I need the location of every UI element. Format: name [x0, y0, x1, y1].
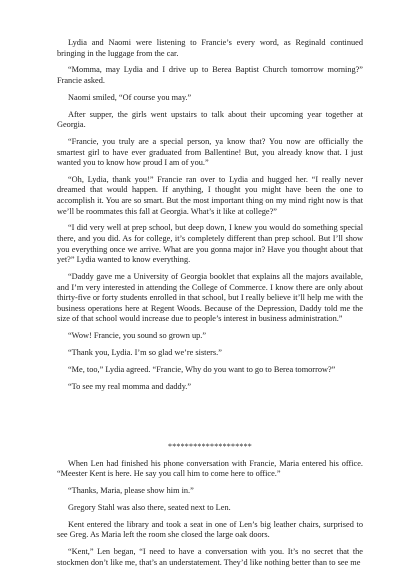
paragraph: Gregory Stahl was also there, seated next to Len.: [68, 503, 231, 513]
paragraph: After supper, the girls went upstairs to talk about their upcoming year together at Georgia.: [57, 109, 363, 130]
paragraph: “Oh, Lydia, thank you!” Francie ran over to Lydia and hugged her. “I really never dreamed that would happen. If anything, I thought you might have been the one to accomplish it. You are so smart. But the most important thing on my mind right now is that we’ll be roommates this fall at Georgia. What’s it like at college?”: [57, 174, 363, 216]
paragraph: When Len had finished his phone conversation with Francie, Maria entered his office. “Meester Kent is here. He say you call him to come here to office.”: [57, 458, 363, 479]
paragraph: Naomi smiled, “Of course you may.”: [68, 92, 192, 102]
paragraph: “Francie, you truly are a special person, ya know that? You now are officially the smartest girl to have ever graduated from Ballentine! But, you already know that. I just wanted you to know how proud I am of you.”: [57, 136, 363, 168]
paragraph: “Momma, may Lydia and I drive up to Berea Baptist Church tomorrow morning?” Francie asked.: [57, 65, 363, 85]
paragraph: “I did very well at prep school, but deep down, I knew you would do something special there, and you did. As for college, it’s completely different than prep school. But I’ll show you everything once we arrive. What are you gonna major in? Have you thought about that yet?” Lydia wanted to know everything.: [57, 223, 363, 265]
paragraph: “Wow! Francie, you sound so grown up.”: [68, 331, 207, 341]
scene-break: ********************: [168, 442, 252, 452]
blank-space: [57, 398, 363, 442]
paragraph: “To see my real momma and daddy.”: [68, 381, 192, 391]
paragraph: Kent entered the library and took a seat in one of Len’s big leather chairs, surprised to see Greg. As Maria left the room she closed the large oak doors.: [57, 519, 363, 540]
paragraph: Lydia and Naomi were listening to Francie’s every word, as Reginald continued bringing in the luggage from the car.: [57, 38, 363, 58]
paragraph: “Me, too,” Lydia agreed. “Francie, Why do you want to go to Berea tomorrow?”: [68, 364, 336, 374]
paragraph: “Kent,” Len began, “I need to have a conversation with you. It’s no secret that the stockmen don’t like me, that’s an understatement. They’d like nothing better than to see me: [57, 547, 363, 567]
paragraph: “Daddy gave me a University of Georgia booklet that explains all the majors available, and I’m very interested in attending the College of Commerce. I know there are only about thirty-five or forty students enrolled in that school, but I really believe it’ll help me with the business operations here at Regent Woods. Because of the Depression, Daddy told me the size of that school would increase due to people’s interest in business administration.”: [57, 272, 363, 324]
paragraph: “Thanks, Maria, please show him in.”: [68, 486, 194, 496]
paragraph: “Thank you, Lydia. I’m so glad we’re sisters.”: [68, 347, 222, 357]
